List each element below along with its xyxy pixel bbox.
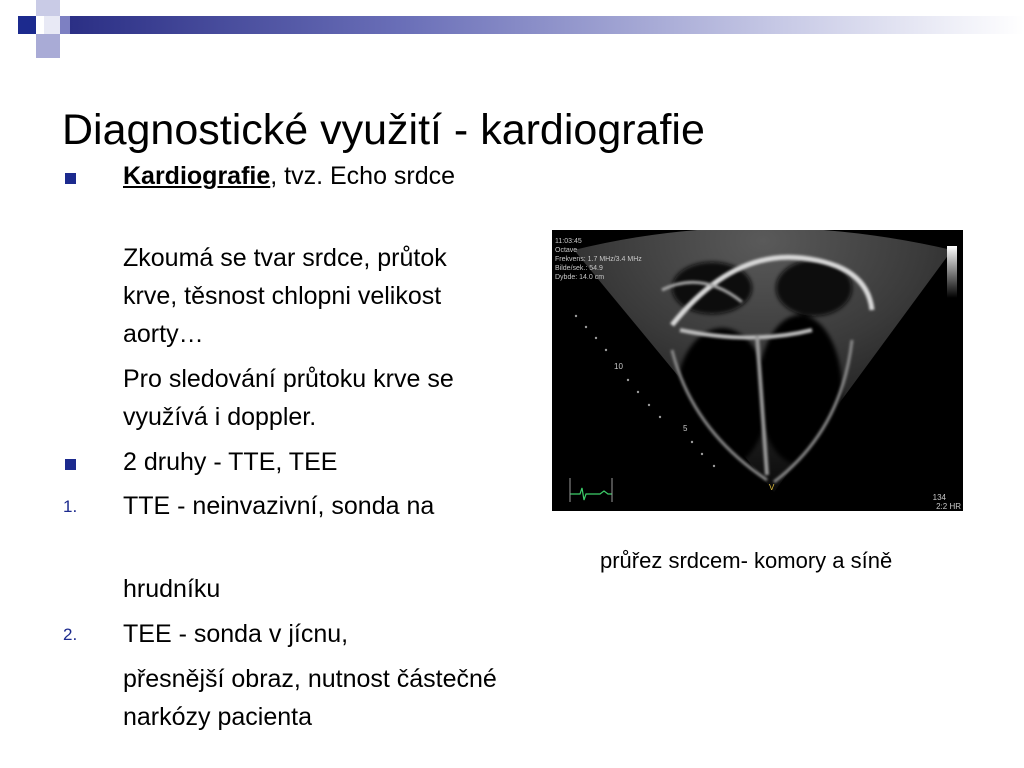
svg-text:134: 134 — [932, 493, 946, 502]
gray-scale-bar — [947, 246, 957, 298]
list-item-text: Zkoumá se tvar srdce, průtok krve, těsnost chlopni velikost aorty… — [123, 244, 447, 348]
header-band — [70, 16, 1024, 34]
ultrasound-sector — [552, 230, 963, 511]
deco-square-dark — [18, 16, 36, 34]
list-item-text: 2 druhy - TTE, TEE — [123, 448, 338, 476]
svg-text:Octave: Octave — [555, 247, 578, 254]
deco-square-light — [60, 16, 70, 34]
list-item-text: hrudníku — [123, 575, 221, 603]
slide-title: Diagnostické využití - kardiografie — [62, 106, 705, 154]
kardiografie-term: Kardiografie — [123, 162, 271, 190]
list-number: 2. — [63, 625, 78, 644]
deco-square-light — [36, 0, 60, 16]
svg-text:Dybde: 14.0 cm: Dybde: 14.0 cm — [555, 274, 605, 281]
echocardiogram-image — [552, 230, 963, 511]
square-bullet-icon — [65, 173, 76, 184]
list-item-text: Pro sledování průtoku krve se využívá i doppler. — [123, 365, 454, 431]
svg-text:10: 10 — [614, 362, 623, 371]
deco-square-dark — [44, 16, 60, 34]
square-bullet-icon — [65, 459, 76, 470]
list-item-text: TTE - neinvazivní, sonda na — [123, 492, 435, 520]
list-item-text — [123, 157, 463, 195]
svg-text:5: 5 — [683, 424, 688, 433]
svg-text:2:2 HR: 2:2 HR — [936, 502, 961, 511]
svg-text:Frekvens: 1.7 MHz/3.4 MHz: Frekvens: 1.7 MHz/3.4 MHz — [555, 256, 642, 263]
list-item-text: přesnější obraz, nutnost částečné narkózy pacienta — [123, 665, 497, 731]
deco-square-light — [36, 34, 60, 58]
ecg-trace — [570, 488, 612, 500]
figure-caption: průřez srdcem- komory a síně — [600, 548, 893, 573]
list-item-text: TEE - sonda v jícnu, — [123, 620, 349, 648]
svg-text:V: V — [769, 483, 775, 492]
svg-text:Bilde/sek.: 54.9: Bilde/sek.: 54.9 — [555, 265, 603, 272]
list-item-tail: , tvz. Echo srdce — [270, 162, 456, 190]
list-number: 1. — [63, 497, 78, 516]
svg-text:11:03:45: 11:03:45 — [555, 238, 582, 245]
